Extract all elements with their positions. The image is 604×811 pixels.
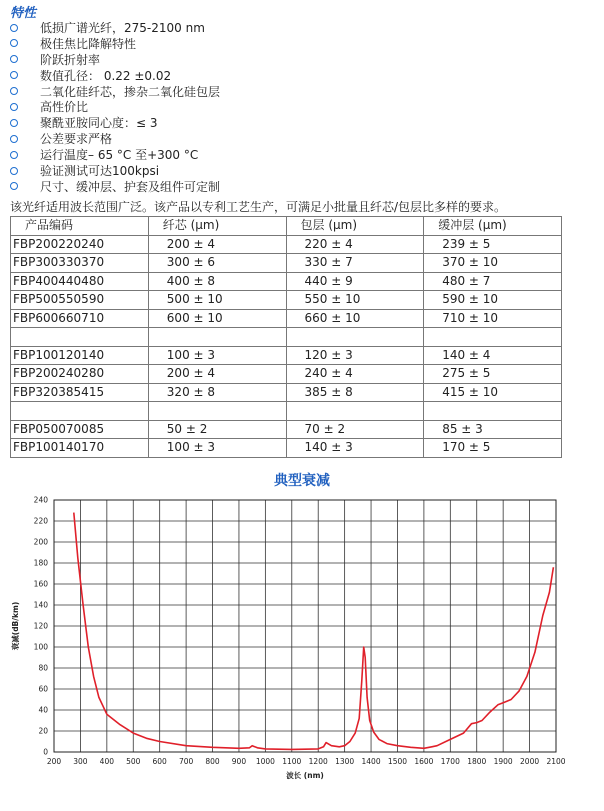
cell-buffer: 480 ± 7 xyxy=(424,272,562,291)
y-tick-label: 140 xyxy=(33,600,48,610)
cell-product-code: FBP100120140 xyxy=(11,346,149,365)
cell-core: 100 ± 3 xyxy=(148,346,286,365)
cell-core: 500 ± 10 xyxy=(148,291,286,310)
x-tick-label: 800 xyxy=(205,757,220,766)
x-axis-label: 波长 (nm) xyxy=(286,771,324,780)
cell-core: 50 ± 2 xyxy=(148,420,286,439)
circle-bullet-icon xyxy=(10,182,18,190)
cell-buffer: 170 ± 5 xyxy=(424,439,562,458)
table-row xyxy=(11,328,562,347)
y-tick-label: 60 xyxy=(38,684,48,694)
feature-item: 高性价比 xyxy=(10,100,220,116)
intro-text: 该光纤适用波长范围广泛。该产品以专利工艺生产，可满足小批量且纤芯/包层比多样的要求。 xyxy=(10,200,507,214)
feature-item: 极佳焦比降解特性 xyxy=(10,37,220,53)
y-tick-label: 20 xyxy=(38,726,48,736)
y-axis-label: 衰减(dB/km) xyxy=(11,601,20,651)
cell-product-code: FBP050070085 xyxy=(11,420,149,439)
x-tick-label: 500 xyxy=(126,757,141,766)
cell-cladding xyxy=(286,402,424,421)
cell-product-code: FBP320385415 xyxy=(11,383,149,402)
circle-bullet-icon xyxy=(10,87,18,95)
features-title: 特性 xyxy=(10,6,37,21)
x-tick-label: 300 xyxy=(73,757,88,766)
cell-core xyxy=(148,402,286,421)
y-tick-label: 240 xyxy=(33,495,48,505)
cell-buffer: 85 ± 3 xyxy=(424,420,562,439)
x-tick-label: 1500 xyxy=(387,757,408,766)
table-row xyxy=(11,402,562,421)
cell-core: 200 ± 4 xyxy=(148,365,286,384)
cell-buffer xyxy=(424,328,562,347)
cell-cladding: 550 ± 10 xyxy=(286,291,424,310)
table-row xyxy=(11,346,562,365)
cell-buffer: 415 ± 10 xyxy=(424,383,562,402)
table-row xyxy=(11,235,562,254)
cell-cladding: 660 ± 10 xyxy=(286,309,424,328)
cell-cladding: 70 ± 2 xyxy=(286,420,424,439)
y-tick-label: 100 xyxy=(33,642,48,652)
x-tick-label: 2000 xyxy=(520,757,540,766)
cell-core xyxy=(148,328,286,347)
x-tick-label: 1300 xyxy=(335,757,355,766)
cell-cladding: 240 ± 4 xyxy=(286,365,424,384)
cell-core: 300 ± 6 xyxy=(148,254,286,273)
table-row xyxy=(11,365,562,384)
cell-product-code: FBP200220240 xyxy=(11,235,149,254)
table-row xyxy=(11,420,562,439)
cell-product-code: FBP200240280 xyxy=(11,365,149,384)
cell-product-code: FBP300330370 xyxy=(11,254,149,273)
cell-buffer: 370 ± 10 xyxy=(424,254,562,273)
cell-cladding: 120 ± 3 xyxy=(286,346,424,365)
cell-buffer: 275 ± 5 xyxy=(424,365,562,384)
feature-item: 低损广谱光纤，275-2100 nm xyxy=(10,21,220,37)
header-buffer: 缓冲层 (µm) xyxy=(424,217,562,236)
x-tick-label: 600 xyxy=(152,757,167,766)
cell-product-code: FBP400440480 xyxy=(11,272,149,291)
cell-product-code: FBP500550590 xyxy=(11,291,149,310)
y-tick-label: 40 xyxy=(38,705,48,715)
x-tick-label: 700 xyxy=(178,757,194,766)
cell-cladding: 220 ± 4 xyxy=(286,235,424,254)
circle-bullet-icon xyxy=(10,39,18,47)
table-row xyxy=(11,309,562,328)
x-tick-label: 1800 xyxy=(467,757,487,766)
cell-buffer: 590 ± 10 xyxy=(424,291,562,310)
cell-product-code xyxy=(11,328,149,347)
series-line xyxy=(74,513,554,750)
header-product-code: 产品编码 xyxy=(11,217,149,236)
cell-product-code: FBP600660710 xyxy=(11,309,149,328)
cell-cladding: 140 ± 3 xyxy=(286,439,424,458)
cell-core: 200 ± 4 xyxy=(148,235,286,254)
table-row xyxy=(11,383,562,402)
cell-product-code: FBP100140170 xyxy=(11,439,149,458)
circle-bullet-icon xyxy=(10,71,18,79)
feature-item: 数值孔径： 0.22 ±0.02 xyxy=(10,69,220,85)
header-cladding: 包层 (µm) xyxy=(286,217,424,236)
x-tick-label: 2100 xyxy=(546,757,566,766)
cell-buffer: 140 ± 4 xyxy=(424,346,562,365)
table-row xyxy=(11,439,562,458)
feature-item: 尺寸、缓冲层、护套及组件可定制 xyxy=(10,180,220,196)
x-tick-label: 400 xyxy=(99,757,115,766)
table-body xyxy=(11,235,562,457)
cell-core: 320 ± 8 xyxy=(148,383,286,402)
cell-cladding: 440 ± 9 xyxy=(286,272,424,291)
spec-table xyxy=(10,216,562,458)
circle-bullet-icon xyxy=(10,103,18,111)
feature-item: 二氧化硅纤芯，掺杂二氧化硅包层 xyxy=(10,85,220,101)
feature-item: 公差要求严格 xyxy=(10,132,220,148)
cell-cladding xyxy=(286,328,424,347)
y-tick-label: 120 xyxy=(33,621,48,631)
x-tick-label: 1600 xyxy=(414,757,434,766)
cell-core: 100 ± 3 xyxy=(148,439,286,458)
x-tick-label: 1200 xyxy=(308,757,328,766)
attenuation-chart xyxy=(0,490,604,811)
circle-bullet-icon xyxy=(10,55,18,63)
x-tick-label: 1700 xyxy=(440,757,460,766)
feature-item: 聚酰亚胺同心度：≤ 3 xyxy=(10,116,220,132)
cell-buffer xyxy=(424,402,562,421)
y-tick-label: 0 xyxy=(43,747,48,757)
x-tick-label: 1100 xyxy=(282,757,302,766)
x-tick-label: 1900 xyxy=(493,757,513,766)
cell-cladding: 385 ± 8 xyxy=(286,383,424,402)
circle-bullet-icon xyxy=(10,119,18,127)
feature-item: 验证测试可达100kpsi xyxy=(10,164,220,180)
feature-item: 运行温度– 65 °C 至+300 °C xyxy=(10,148,220,164)
y-tick-label: 160 xyxy=(33,579,48,589)
table-row xyxy=(11,272,562,291)
cell-cladding: 330 ± 7 xyxy=(286,254,424,273)
y-tick-label: 220 xyxy=(33,516,48,526)
y-tick-label: 180 xyxy=(33,558,48,568)
cell-buffer: 710 ± 10 xyxy=(424,309,562,328)
y-tick-label: 80 xyxy=(38,663,48,673)
circle-bullet-icon xyxy=(10,167,18,175)
feature-item: 阶跃折射率 xyxy=(10,53,220,69)
x-tick-label: 1400 xyxy=(361,757,381,766)
cell-core: 600 ± 10 xyxy=(148,309,286,328)
circle-bullet-icon xyxy=(10,24,18,32)
x-tick-label: 1000 xyxy=(255,757,275,766)
circle-bullet-icon xyxy=(10,135,18,143)
feature-list xyxy=(10,21,220,196)
table-row xyxy=(11,291,562,310)
cell-buffer: 239 ± 5 xyxy=(424,235,562,254)
y-tick-label: 200 xyxy=(33,537,48,547)
chart-title: 典型衰减 xyxy=(274,473,330,489)
cell-core: 400 ± 8 xyxy=(148,272,286,291)
cell-product-code xyxy=(11,402,149,421)
x-tick-label: 900 xyxy=(231,757,247,766)
table-header-row xyxy=(11,217,562,236)
header-core: 纤芯 (µm) xyxy=(148,217,286,236)
x-tick-label: 200 xyxy=(46,757,62,766)
circle-bullet-icon xyxy=(10,151,18,159)
table-row xyxy=(11,254,562,273)
